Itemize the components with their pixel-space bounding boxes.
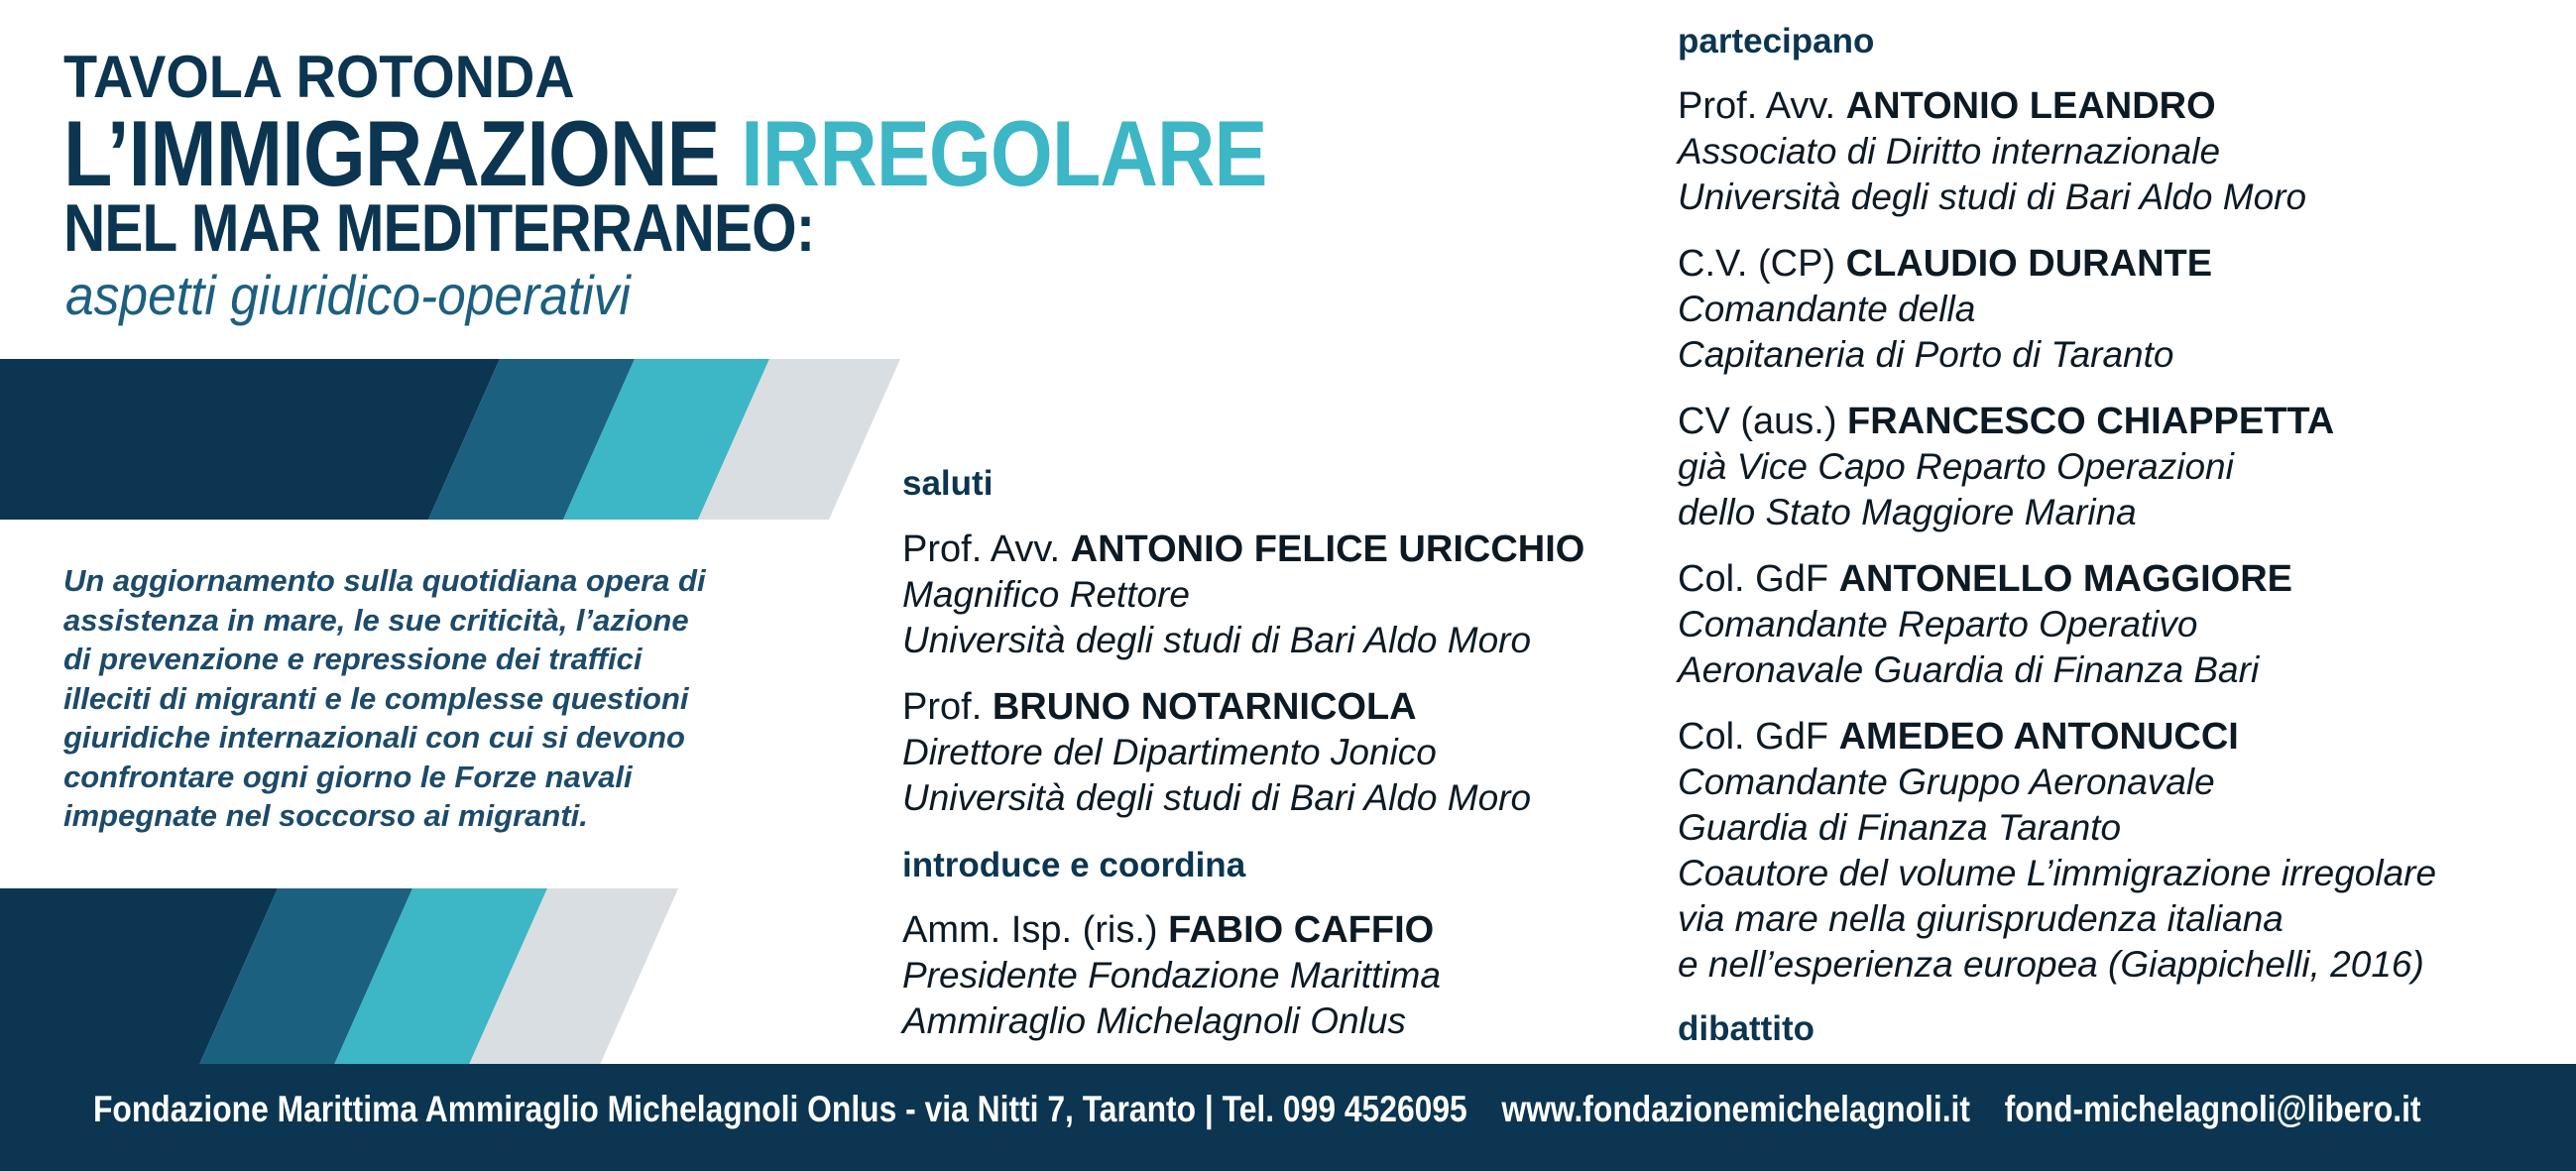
intro-line: giuridiche internazionali con cui si devono bbox=[63, 720, 685, 755]
speaker-role: Coautore del volume L’immigrazione irregolare bbox=[1678, 853, 2437, 893]
speaker-role: Università degli studi di Bari Aldo Moro bbox=[902, 777, 1532, 818]
speaker-title: Prof. Avv. bbox=[902, 528, 1071, 570]
speaker-role: Magnifico Rettore bbox=[902, 574, 1190, 615]
speaker-surname: ANTONELLO MAGGIORE bbox=[1838, 558, 2293, 600]
intro-line: impegnate nel soccorso ai migranti. bbox=[63, 798, 588, 833]
speaker-role: già Vice Capo Reparto Operazioni bbox=[1678, 446, 2234, 487]
footer-contacts bbox=[93, 1091, 2446, 1127]
speaker-role: Università degli studi di Bari Aldo Moro bbox=[1678, 176, 2307, 217]
speaker-caffio bbox=[902, 907, 1441, 1044]
speaker-title: Prof. bbox=[902, 686, 993, 728]
decorative-stripes-bottom bbox=[0, 888, 684, 1067]
section-heading-saluti: saluti bbox=[902, 464, 994, 503]
speaker-name bbox=[1678, 399, 2334, 444]
intro-line: illeciti di migranti e le complesse questioni bbox=[63, 680, 689, 716]
intro-paragraph bbox=[63, 561, 837, 836]
main-title-highlight: IRREGOLARE bbox=[741, 101, 1267, 205]
speaker-role: dello Stato Maggiore Marina bbox=[1678, 492, 2137, 532]
speaker-role: Università degli studi di Bari Aldo Moro bbox=[902, 620, 1532, 660]
speaker-role: via mare nella giurisprudenza italiana bbox=[1678, 898, 2283, 939]
speaker-role: Comandante Gruppo Aeronavale bbox=[1678, 761, 2215, 802]
speaker-surname: ANTONIO FELICE URICCHIO bbox=[1070, 528, 1585, 570]
speaker-antonucci bbox=[1678, 714, 2436, 988]
speaker-title: Amm. Isp. (ris.) bbox=[902, 909, 1169, 951]
decorative-stripes-top bbox=[0, 359, 902, 520]
speaker-title: Col. GdF bbox=[1678, 716, 1839, 758]
speaker-surname: FRANCESCO CHIAPPETTA bbox=[1847, 401, 2335, 442]
speaker-role: Guardia di Finanza Taranto bbox=[1678, 807, 2122, 848]
footer-email-link[interactable]: fond-michelagnoli@libero.it bbox=[2004, 1089, 2421, 1129]
speaker-role: Direttore del Dipartimento Jonico bbox=[902, 732, 1437, 772]
speaker-surname: AMEDEO ANTONUCCI bbox=[1838, 716, 2239, 758]
speaker-name bbox=[1678, 556, 2292, 602]
speaker-role: Comandante della bbox=[1678, 289, 1976, 329]
intro-line: Un aggiornamento sulla quotidiana opera di bbox=[63, 563, 706, 598]
footer-website-link[interactable]: www.fondazionemichelagnoli.it bbox=[1501, 1089, 1970, 1129]
event-type-title: TAVOLA ROTONDA bbox=[63, 44, 575, 110]
speaker-role: Presidente Fondazione Marittima bbox=[902, 955, 1441, 995]
section-heading-introduce: introduce e coordina bbox=[902, 846, 1246, 884]
speaker-title: Prof. Avv. bbox=[1678, 85, 1846, 127]
speaker-surname: FABIO CAFFIO bbox=[1168, 909, 1435, 951]
speaker-role: e nell’esperienza europea (Giappichelli, 2016) bbox=[1678, 944, 2424, 985]
subtitle: aspetti giuridico-operativi bbox=[65, 264, 631, 326]
speaker-role: Comandante Reparto Operativo bbox=[1678, 604, 2198, 644]
speaker-leandro bbox=[1678, 83, 2306, 220]
main-title-line bbox=[63, 101, 1267, 205]
speaker-role: Aeronavale Guardia di Finanza Bari bbox=[1678, 649, 2260, 690]
speaker-name bbox=[902, 907, 1441, 953]
main-title-line-2: NEL MAR MEDITERRANEO: bbox=[63, 190, 815, 266]
speaker-title: Col. GdF bbox=[1678, 558, 1839, 600]
speaker-chiappetta bbox=[1678, 399, 2334, 535]
speaker-surname: BRUNO NOTARNICOLA bbox=[992, 686, 1417, 728]
speaker-name bbox=[1678, 714, 2436, 760]
intro-line: assistenza in mare, le sue criticità, l’azione bbox=[63, 602, 689, 638]
speaker-role: Associato di Diritto internazionale bbox=[1678, 131, 2221, 172]
intro-line: confrontare ogni giorno le Forze navali bbox=[63, 759, 633, 794]
intro-line: di prevenzione e repressione dei traffici bbox=[63, 642, 643, 676]
speaker-notarnicola bbox=[902, 684, 1531, 821]
speaker-role: Capitaneria di Porto di Taranto bbox=[1678, 334, 2174, 375]
speaker-name bbox=[1678, 83, 2306, 129]
footer-address: Fondazione Marittima Ammiraglio Michelagnoli Onlus - via Nitti 7, Taranto | Tel. 099 4526095 bbox=[93, 1089, 1467, 1129]
speaker-name bbox=[902, 684, 1531, 730]
speaker-title: CV (aus.) bbox=[1678, 401, 1848, 442]
speaker-surname: CLAUDIO DURANTE bbox=[1845, 243, 2213, 285]
speaker-role: Ammiraglio Michelagnoli Onlus bbox=[902, 1000, 1406, 1041]
speaker-title: C.V. (CP) bbox=[1678, 243, 1846, 285]
section-heading-partecipano: partecipano bbox=[1678, 22, 1875, 60]
speaker-name bbox=[1678, 241, 2212, 287]
speaker-uricchio bbox=[902, 527, 1584, 663]
speaker-surname: ANTONIO LEANDRO bbox=[1845, 85, 2216, 127]
speaker-name bbox=[902, 527, 1584, 572]
speaker-maggiore bbox=[1678, 556, 2292, 693]
main-title-part: L’IMMIGRAZIONE bbox=[63, 101, 742, 205]
stripe-navy bbox=[0, 359, 500, 520]
section-heading-dibattito: dibattito bbox=[1678, 1009, 1815, 1048]
speaker-durante bbox=[1678, 241, 2212, 378]
